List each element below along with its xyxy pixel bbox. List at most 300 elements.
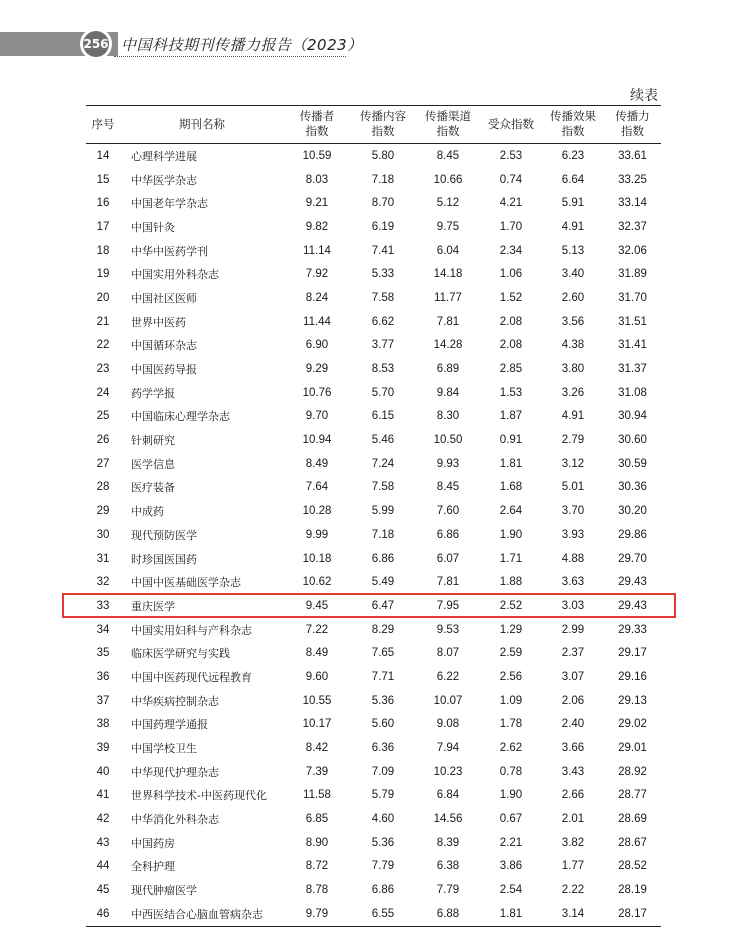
cell-index: 37 — [96, 694, 110, 707]
cell-audience-index: 2.54 — [499, 884, 523, 897]
cell-audience-index: 2.64 — [499, 505, 523, 518]
cell-communicator-index: 9.82 — [305, 220, 329, 233]
cell-content-index: 7.18 — [371, 528, 395, 541]
cell-effect-index: 3.93 — [561, 528, 585, 541]
cell-power-index: 32.37 — [618, 220, 647, 233]
cell-journal-name: 世界中医药 — [131, 315, 186, 329]
table-row — [86, 191, 661, 215]
cell-effect-index: 3.07 — [561, 670, 585, 683]
cell-journal-name: 中华医学杂志 — [131, 173, 197, 187]
column-header-effect-index: 传播效果 指数 — [542, 106, 604, 144]
cell-content-index: 7.71 — [371, 670, 395, 683]
cell-index: 18 — [96, 244, 110, 257]
cell-index: 45 — [96, 884, 110, 897]
cell-channel-index: 9.84 — [436, 386, 460, 399]
table-row — [86, 168, 661, 192]
cell-communicator-index: 7.64 — [305, 481, 329, 494]
cell-channel-index: 6.86 — [436, 528, 460, 541]
cell-power-index: 28.77 — [618, 789, 647, 802]
cell-channel-index: 9.93 — [436, 457, 460, 470]
cell-content-index: 6.47 — [371, 599, 395, 612]
cell-channel-index: 7.60 — [436, 505, 460, 518]
cell-power-index: 32.06 — [618, 244, 647, 257]
cell-effect-index: 2.60 — [561, 291, 585, 304]
cell-index: 24 — [96, 386, 110, 399]
cell-audience-index: 2.56 — [499, 670, 523, 683]
cell-journal-name: 心理科学进展 — [131, 149, 197, 163]
cell-effect-index: 5.91 — [561, 197, 585, 210]
cell-channel-index: 10.50 — [433, 434, 463, 447]
cell-effect-index: 6.23 — [561, 149, 585, 162]
cell-channel-index: 6.04 — [436, 244, 460, 257]
cell-journal-name: 针刺研究 — [131, 434, 175, 448]
cell-content-index: 6.15 — [371, 410, 395, 423]
cell-effect-index: 3.03 — [561, 599, 585, 612]
cell-channel-index: 14.56 — [433, 813, 463, 826]
cell-channel-index: 10.66 — [433, 173, 463, 186]
table-row — [86, 665, 661, 689]
cell-index: 38 — [96, 718, 110, 731]
cell-power-index: 30.94 — [618, 410, 647, 423]
table-row — [86, 855, 661, 879]
cell-content-index: 8.53 — [371, 363, 395, 376]
cell-journal-name: 中国老年学杂志 — [131, 197, 208, 211]
cell-power-index: 29.01 — [618, 742, 647, 755]
cell-audience-index: 2.53 — [499, 149, 523, 162]
cell-effect-index: 5.01 — [561, 481, 585, 494]
table-row — [86, 547, 661, 571]
cell-power-index: 30.59 — [618, 457, 647, 470]
cell-channel-index: 7.94 — [436, 742, 460, 755]
cell-content-index: 7.18 — [371, 173, 395, 186]
cell-journal-name: 中国学校卫生 — [131, 742, 197, 756]
cell-power-index: 29.13 — [618, 694, 647, 707]
cell-audience-index: 2.62 — [499, 742, 523, 755]
cell-audience-index: 1.09 — [499, 694, 523, 707]
cell-channel-index: 9.08 — [436, 718, 460, 731]
cell-communicator-index: 9.29 — [305, 363, 329, 376]
cell-effect-index: 2.22 — [561, 884, 585, 897]
cell-channel-index: 8.07 — [436, 647, 460, 660]
page-number: 256 — [83, 31, 109, 57]
table-row — [86, 713, 661, 737]
cell-effect-index: 2.79 — [561, 434, 585, 447]
cell-communicator-index: 11.44 — [303, 315, 331, 328]
cell-channel-index: 8.39 — [436, 836, 460, 849]
table-row — [86, 405, 661, 429]
table-row — [86, 570, 661, 594]
cell-communicator-index: 8.90 — [305, 836, 329, 849]
cell-content-index: 5.79 — [371, 789, 395, 802]
cell-power-index: 28.19 — [618, 884, 647, 897]
cell-content-index: 6.86 — [371, 552, 395, 565]
cell-journal-name: 中华现代护理杂志 — [131, 765, 219, 779]
cell-index: 39 — [96, 742, 110, 755]
cell-content-index: 8.29 — [371, 623, 395, 636]
cell-effect-index: 3.43 — [561, 765, 585, 778]
cell-power-index: 29.70 — [618, 552, 647, 565]
cell-index: 15 — [96, 173, 110, 186]
cell-power-index: 33.14 — [618, 197, 647, 210]
cell-channel-index: 6.38 — [436, 860, 460, 873]
cell-effect-index: 2.99 — [561, 623, 585, 636]
cell-communicator-index: 9.99 — [305, 528, 329, 541]
cell-content-index: 7.65 — [371, 647, 395, 660]
cell-channel-index: 7.81 — [436, 576, 460, 589]
column-header-power-index: 传播力 指数 — [604, 106, 661, 144]
cell-audience-index: 0.91 — [499, 434, 523, 447]
cell-journal-name: 医疗装备 — [131, 481, 175, 495]
cell-audience-index: 1.87 — [499, 410, 523, 423]
cell-journal-name: 中华中医药学刊 — [131, 244, 208, 258]
cell-content-index: 5.36 — [371, 836, 395, 849]
cell-journal-name: 中国医药导报 — [131, 363, 197, 377]
table-row — [86, 523, 661, 547]
cell-power-index: 31.37 — [618, 363, 647, 376]
column-header-journal-name: 期刊名称 — [120, 106, 284, 144]
cell-audience-index: 1.81 — [499, 457, 523, 470]
cell-channel-index: 6.89 — [436, 363, 460, 376]
cell-communicator-index: 9.79 — [284, 902, 350, 926]
journal-index-table — [86, 105, 661, 927]
cell-journal-name: 现代预防医学 — [131, 528, 197, 542]
cell-channel-index: 14.18 — [433, 268, 463, 281]
cell-communicator-index: 9.70 — [305, 410, 329, 423]
cell-audience-index: 1.90 — [499, 789, 523, 802]
cell-communicator-index: 9.60 — [305, 670, 329, 683]
cell-communicator-index: 8.03 — [305, 173, 329, 186]
cell-effect-index: 5.13 — [561, 244, 585, 257]
cell-audience-index: 0.78 — [499, 765, 523, 778]
cell-channel-index: 6.84 — [436, 789, 460, 802]
table-row — [86, 902, 661, 926]
cell-journal-name: 药学学报 — [131, 386, 175, 400]
cell-index: 19 — [96, 268, 110, 281]
cell-power-index: 28.17 — [604, 902, 661, 926]
cell-effect-index: 2.40 — [561, 718, 585, 731]
cell-index: 35 — [96, 647, 110, 660]
cell-power-index: 29.02 — [618, 718, 647, 731]
cell-audience-index: 1.29 — [499, 623, 523, 636]
table-row — [86, 784, 661, 808]
cell-index: 16 — [96, 197, 110, 210]
cell-communicator-index: 10.59 — [302, 149, 332, 162]
cell-communicator-index: 8.49 — [305, 647, 329, 660]
cell-index: 42 — [96, 813, 110, 826]
cell-journal-name: 中华消化外科杂志 — [131, 813, 219, 827]
cell-channel-index: 6.07 — [436, 552, 460, 565]
cell-content-index: 5.36 — [371, 694, 395, 707]
cell-journal-name: 中国药房 — [131, 836, 175, 850]
page-number-badge — [80, 28, 112, 60]
cell-audience-index: 2.52 — [499, 599, 523, 612]
table-row — [86, 215, 661, 239]
cell-index: 22 — [96, 339, 110, 352]
cell-journal-name: 中国中医药现代远程教育 — [131, 670, 252, 684]
cell-communicator-index: 8.24 — [305, 291, 329, 304]
cell-audience-index: 1.88 — [499, 576, 523, 589]
cell-index: 21 — [96, 315, 110, 328]
cell-power-index: 30.36 — [618, 481, 647, 494]
cell-index: 36 — [96, 670, 110, 683]
cell-audience-index: 1.90 — [499, 528, 523, 541]
cell-content-index: 5.70 — [371, 386, 395, 399]
table-row — [86, 357, 661, 381]
cell-power-index: 30.20 — [618, 505, 647, 518]
cell-audience-index: 1.52 — [499, 291, 523, 304]
continued-label: 续表 — [630, 88, 658, 104]
cell-communicator-index: 10.76 — [302, 386, 332, 399]
cell-journal-name: 现代肿瘤医学 — [131, 884, 197, 898]
cell-index: 27 — [96, 457, 110, 470]
cell-audience-index: 2.21 — [499, 836, 523, 849]
cell-index: 28 — [96, 481, 110, 494]
cell-audience-index: 1.06 — [499, 268, 523, 281]
table-row — [86, 428, 661, 452]
cell-power-index: 29.86 — [618, 528, 647, 541]
title-underline — [114, 56, 346, 57]
cell-power-index: 31.08 — [618, 386, 647, 399]
cell-content-index: 6.55 — [350, 902, 416, 926]
cell-audience-index: 2.85 — [499, 363, 523, 376]
cell-journal-name: 中国循环杂志 — [131, 339, 197, 353]
cell-index: 29 — [96, 505, 110, 518]
cell-power-index: 29.33 — [618, 623, 647, 636]
cell-power-index: 28.52 — [618, 860, 647, 873]
cell-content-index: 5.99 — [371, 505, 395, 518]
cell-communicator-index: 7.22 — [305, 623, 329, 636]
cell-power-index: 28.69 — [618, 813, 647, 826]
cell-journal-name: 世界科学技术-中医药现代化 — [131, 789, 267, 803]
cell-content-index: 6.86 — [371, 884, 395, 897]
cell-communicator-index: 6.85 — [305, 813, 329, 826]
table-row — [86, 452, 661, 476]
table-row — [86, 334, 661, 358]
cell-communicator-index: 6.90 — [305, 339, 329, 352]
table-row — [86, 760, 661, 784]
table-row — [86, 499, 661, 523]
cell-content-index: 7.41 — [371, 244, 395, 257]
cell-index: 41 — [96, 789, 110, 802]
cell-index: 14 — [96, 149, 110, 162]
cell-effect-index: 4.38 — [561, 339, 585, 352]
cell-channel-index: 7.81 — [436, 315, 460, 328]
cell-communicator-index: 7.39 — [305, 765, 329, 778]
cell-channel-index: 8.45 — [436, 481, 460, 494]
cell-audience-index: 1.53 — [499, 386, 523, 399]
cell-channel-index: 9.53 — [436, 623, 460, 636]
cell-content-index: 7.09 — [371, 765, 395, 778]
cell-power-index: 28.67 — [618, 836, 647, 849]
report-title: 中国科技期刊传播力报告（2023） — [121, 36, 363, 54]
table-body — [86, 144, 661, 927]
cell-communicator-index: 8.78 — [305, 884, 329, 897]
cell-channel-index: 7.79 — [436, 884, 460, 897]
cell-power-index: 31.89 — [618, 268, 647, 281]
cell-channel-index: 10.23 — [433, 765, 463, 778]
cell-content-index: 5.80 — [371, 149, 395, 162]
cell-effect-index: 3.26 — [561, 386, 585, 399]
cell-effect-index: 3.40 — [561, 268, 585, 281]
cell-journal-name: 临床医学研究与实践 — [131, 647, 230, 661]
cell-content-index: 7.58 — [371, 291, 395, 304]
cell-content-index: 7.79 — [371, 860, 395, 873]
cell-journal-name: 中成药 — [131, 505, 164, 519]
cell-content-index: 5.46 — [371, 434, 395, 447]
table-header-row — [86, 106, 661, 144]
cell-power-index: 33.25 — [618, 173, 647, 186]
cell-audience-index: 1.70 — [499, 220, 523, 233]
cell-audience-index: 4.21 — [499, 197, 523, 210]
cell-power-index: 33.61 — [618, 149, 647, 162]
cell-communicator-index: 10.17 — [302, 718, 332, 731]
table-row — [86, 831, 661, 855]
table-row — [86, 262, 661, 286]
cell-communicator-index: 8.49 — [305, 457, 329, 470]
cell-audience-index: 0.67 — [499, 813, 523, 826]
cell-effect-index: 2.06 — [561, 694, 585, 707]
cell-effect-index: 4.88 — [561, 552, 585, 565]
cell-journal-name: 中国中医基础医学杂志 — [131, 576, 241, 590]
cell-audience-index: 0.74 — [499, 173, 523, 186]
cell-content-index: 5.33 — [371, 268, 395, 281]
cell-communicator-index: 11.58 — [303, 789, 331, 802]
cell-audience-index: 2.34 — [499, 244, 523, 257]
cell-index: 25 — [96, 410, 110, 423]
cell-effect-index: 4.91 — [561, 220, 585, 233]
cell-journal-name: 全科护理 — [131, 860, 175, 874]
cell-audience-index: 2.08 — [499, 315, 523, 328]
cell-communicator-index: 10.18 — [302, 552, 332, 565]
cell-power-index: 31.70 — [618, 291, 647, 304]
cell-effect-index: 3.80 — [561, 363, 585, 376]
cell-channel-index: 6.88 — [416, 902, 480, 926]
cell-content-index: 4.60 — [371, 813, 395, 826]
cell-effect-index: 2.37 — [561, 647, 585, 660]
cell-index: 26 — [96, 434, 110, 447]
cell-audience-index: 1.78 — [499, 718, 523, 731]
cell-journal-name: 时珍国医国药 — [131, 552, 197, 566]
column-header-communicator-index: 传播者 指数 — [284, 106, 350, 144]
cell-journal-name: 中国临床心理学杂志 — [131, 410, 230, 424]
cell-journal-name: 中西医结合心脑血管病杂志 — [120, 902, 284, 926]
cell-communicator-index: 10.62 — [302, 576, 332, 589]
cell-index: 30 — [96, 528, 110, 541]
cell-index: 46 — [86, 902, 120, 926]
cell-channel-index: 6.22 — [436, 670, 460, 683]
cell-effect-index: 3.66 — [561, 742, 585, 755]
column-header-content-index: 传播内容 指数 — [350, 106, 416, 144]
cell-index: 34 — [96, 623, 110, 636]
table-row — [86, 878, 661, 902]
cell-power-index: 28.92 — [618, 765, 647, 778]
cell-channel-index: 8.30 — [436, 410, 460, 423]
cell-channel-index: 9.75 — [436, 220, 460, 233]
cell-effect-index: 2.01 — [561, 813, 585, 826]
table-row — [86, 144, 661, 168]
cell-power-index: 29.43 — [618, 576, 647, 589]
cell-communicator-index: 10.28 — [302, 505, 332, 518]
cell-index: 23 — [96, 363, 110, 376]
cell-channel-index: 10.07 — [433, 694, 463, 707]
cell-journal-name: 中华疾病控制杂志 — [131, 694, 219, 708]
cell-index: 32 — [96, 576, 110, 589]
cell-index: 40 — [96, 765, 110, 778]
cell-power-index: 31.51 — [618, 315, 647, 328]
cell-journal-name: 重庆医学 — [131, 599, 175, 613]
cell-audience-index: 2.08 — [499, 339, 523, 352]
table-row — [86, 736, 661, 760]
cell-effect-index: 3.82 — [561, 836, 585, 849]
cell-communicator-index: 10.94 — [302, 434, 332, 447]
table-row — [86, 807, 661, 831]
cell-effect-index: 3.56 — [561, 315, 585, 328]
table-row — [86, 641, 661, 665]
column-header-index: 序号 — [86, 106, 120, 144]
table-row — [86, 310, 661, 334]
cell-communicator-index: 11.14 — [303, 244, 331, 257]
cell-content-index: 7.24 — [371, 457, 395, 470]
cell-power-index: 29.43 — [618, 599, 647, 612]
cell-effect-index: 1.77 — [561, 860, 585, 873]
table-row — [86, 689, 661, 713]
cell-journal-name: 中国实用妇科与产科杂志 — [131, 623, 252, 637]
cell-audience-index: 3.86 — [499, 860, 523, 873]
table-row — [86, 239, 661, 263]
table-row — [86, 286, 661, 310]
cell-index: 33 — [96, 599, 110, 612]
table-row — [86, 618, 661, 642]
cell-channel-index: 8.45 — [436, 149, 460, 162]
cell-journal-name: 中国药理学通报 — [131, 718, 208, 732]
cell-journal-name: 中国针灸 — [131, 220, 175, 234]
table-row — [86, 594, 661, 618]
cell-power-index: 31.41 — [618, 339, 647, 352]
cell-channel-index: 14.28 — [433, 339, 463, 352]
cell-content-index: 7.58 — [371, 481, 395, 494]
cell-content-index: 6.62 — [371, 315, 395, 328]
cell-effect-index: 2.66 — [561, 789, 585, 802]
cell-effect-index: 3.70 — [561, 505, 585, 518]
cell-effect-index: 3.14 — [542, 902, 604, 926]
cell-audience-index: 1.81 — [480, 902, 542, 926]
column-header-channel-index: 传播渠道 指数 — [416, 106, 480, 144]
cell-index: 17 — [96, 220, 110, 233]
cell-channel-index: 5.12 — [436, 197, 460, 210]
cell-communicator-index: 7.92 — [305, 268, 329, 281]
cell-communicator-index: 8.42 — [305, 742, 329, 755]
cell-communicator-index: 8.72 — [305, 860, 329, 873]
cell-index: 43 — [96, 836, 110, 849]
cell-effect-index: 3.63 — [561, 576, 585, 589]
column-header-audience-index: 受众指数 — [480, 106, 542, 144]
cell-effect-index: 3.12 — [561, 457, 585, 470]
table-row — [86, 381, 661, 405]
cell-effect-index: 6.64 — [561, 173, 585, 186]
cell-communicator-index: 10.55 — [302, 694, 332, 707]
cell-power-index: 29.17 — [618, 647, 647, 660]
cell-audience-index: 1.68 — [499, 481, 523, 494]
cell-channel-index: 11.77 — [434, 291, 462, 304]
cell-content-index: 6.36 — [371, 742, 395, 755]
cell-communicator-index: 9.21 — [305, 197, 329, 210]
cell-audience-index: 1.71 — [499, 552, 523, 565]
cell-journal-name: 中国实用外科杂志 — [131, 268, 219, 282]
cell-power-index: 30.60 — [618, 434, 647, 447]
cell-content-index: 5.60 — [371, 718, 395, 731]
cell-content-index: 3.77 — [371, 339, 395, 352]
cell-index: 44 — [96, 860, 110, 873]
